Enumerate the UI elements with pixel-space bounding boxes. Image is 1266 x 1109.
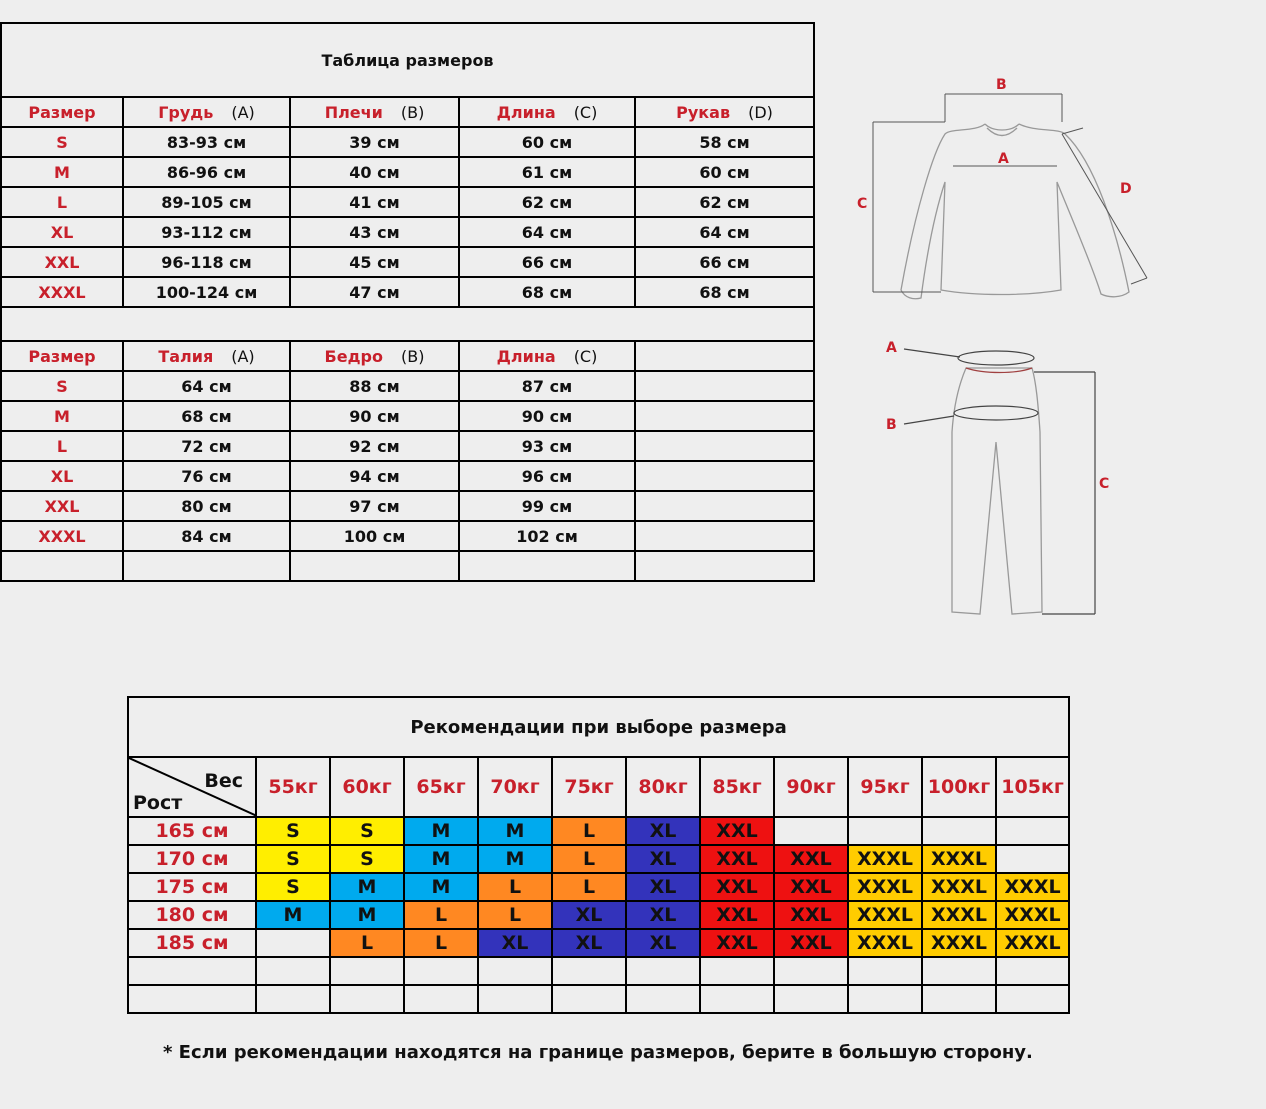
bottoms-body <box>1 371 814 581</box>
measurement-cell: 40 см <box>290 157 459 187</box>
size-recommendation-cell: L <box>404 929 478 957</box>
size-recommendation-cell: XXL <box>700 845 774 873</box>
size-recommendation-cell: M <box>330 873 404 901</box>
size-recommendation-cell: S <box>256 845 330 873</box>
size-recommendation-cell <box>922 957 996 985</box>
size-label-cell: M <box>1 157 123 187</box>
size-recommendation-cell <box>330 985 404 1013</box>
measurement-cell: 41 см <box>290 187 459 217</box>
measurement-cell <box>635 521 814 551</box>
height-cell <box>128 957 256 985</box>
table-row <box>1 491 814 521</box>
size-recommendation-cell: XXXL <box>922 873 996 901</box>
measurement-cell: 93 см <box>459 431 635 461</box>
measurement-cell: 68 см <box>459 277 635 307</box>
size-recommendation-cell: XXXL <box>848 929 922 957</box>
pants-diagram <box>880 332 1120 622</box>
header-cell: Плечи (B) <box>290 97 459 127</box>
header-cell: Грудь (A) <box>123 97 290 127</box>
table-row <box>1 217 814 247</box>
size-table <box>0 22 815 582</box>
measurement-cell: 43 см <box>290 217 459 247</box>
size-recommendation-cell <box>700 957 774 985</box>
measurement-cell <box>123 551 290 581</box>
table-row <box>1 277 814 307</box>
size-label-cell: L <box>1 431 123 461</box>
measurement-cell: 100 см <box>290 521 459 551</box>
recommendation-row <box>128 817 1069 845</box>
size-recommendation-cell: XXL <box>700 817 774 845</box>
size-recommendation-cell: M <box>404 873 478 901</box>
weight-header-cell: 85кг <box>700 757 774 817</box>
recommendation-table <box>127 696 1070 1014</box>
shirt-label-a: A <box>998 151 1009 167</box>
size-label-cell: XXL <box>1 491 123 521</box>
size-recommendation-cell: M <box>256 901 330 929</box>
size-recommendation-cell <box>700 985 774 1013</box>
measurement-cell: 97 см <box>290 491 459 521</box>
size-label-cell: XXXL <box>1 277 123 307</box>
measurement-cell <box>635 491 814 521</box>
measurement-cell: 68 см <box>635 277 814 307</box>
measurement-cell: 39 см <box>290 127 459 157</box>
size-recommendation-cell <box>774 957 848 985</box>
size-recommendation-cell <box>996 957 1069 985</box>
size-recommendation-cell <box>996 817 1069 845</box>
weight-header-cell: 80кг <box>626 757 700 817</box>
size-recommendation-cell <box>552 985 626 1013</box>
size-recommendation-cell: XXXL <box>848 873 922 901</box>
header-cell: Талия (A) <box>123 341 290 371</box>
measurement-cell: 99 см <box>459 491 635 521</box>
size-recommendation-cell: XL <box>626 901 700 929</box>
size-recommendation-cell: XXXL <box>848 845 922 873</box>
weight-header-cell: 75кг <box>552 757 626 817</box>
size-recommendation-cell <box>552 957 626 985</box>
header-cell: Длина (C) <box>459 97 635 127</box>
size-recommendation-cell <box>774 985 848 1013</box>
shirt-outline <box>901 124 1129 299</box>
measurement-cell <box>290 551 459 581</box>
size-recommendation-cell: L <box>478 901 552 929</box>
pants-label-a: A <box>886 340 897 356</box>
table-row <box>1 551 814 581</box>
table-row <box>1 187 814 217</box>
header-cell: Бедро (B) <box>290 341 459 371</box>
measurement-cell <box>635 551 814 581</box>
measurement-cell <box>635 431 814 461</box>
size-recommendation-cell <box>848 817 922 845</box>
size-recommendation-cell: XXL <box>700 929 774 957</box>
size-recommendation-cell: M <box>478 817 552 845</box>
pants-label-b: B <box>886 417 897 433</box>
header-cell: Рукав (D) <box>635 97 814 127</box>
measurement-cell: 64 см <box>635 217 814 247</box>
size-recommendation-cell <box>774 817 848 845</box>
size-recommendation-cell: S <box>256 817 330 845</box>
weight-header-row <box>128 757 1069 817</box>
measurement-cell: 87 см <box>459 371 635 401</box>
measurement-cell: 94 см <box>290 461 459 491</box>
size-table-title: Таблица размеров <box>1 23 814 97</box>
height-cell: 175 см <box>128 873 256 901</box>
measurement-cell: 64 см <box>459 217 635 247</box>
size-label-cell: S <box>1 127 123 157</box>
measurement-cell: 60 см <box>635 157 814 187</box>
weight-header-cell: 55кг <box>256 757 330 817</box>
weight-header-cell: 95кг <box>848 757 922 817</box>
measurement-cell: 83-93 см <box>123 127 290 157</box>
measurement-cell: 61 см <box>459 157 635 187</box>
recommendation-row <box>128 957 1069 985</box>
size-recommendation-cell <box>330 957 404 985</box>
weight-header-cell: 60кг <box>330 757 404 817</box>
measurement-cell: 62 см <box>635 187 814 217</box>
size-recommendation-cell: L <box>478 873 552 901</box>
size-recommendation-cell: L <box>552 817 626 845</box>
size-recommendation-cell <box>256 957 330 985</box>
shirt-label-d: D <box>1120 181 1132 197</box>
size-recommendation-cell: XL <box>626 873 700 901</box>
measurement-cell: 84 см <box>123 521 290 551</box>
size-recommendation-cell <box>848 985 922 1013</box>
recommendation-row <box>128 901 1069 929</box>
measurement-cell: 76 см <box>123 461 290 491</box>
size-label-cell: XXL <box>1 247 123 277</box>
size-recommendation-cell: XXXL <box>848 901 922 929</box>
size-recommendation-cell <box>996 985 1069 1013</box>
measurement-cell: 90 см <box>290 401 459 431</box>
table-row <box>1 127 814 157</box>
pants-label-c: C <box>1099 476 1110 492</box>
size-recommendation-cell <box>626 985 700 1013</box>
size-recommendation-cell: L <box>552 873 626 901</box>
table-row <box>1 247 814 277</box>
measurement-cell: 47 см <box>290 277 459 307</box>
corner-cell <box>128 757 256 817</box>
size-recommendation-cell <box>478 985 552 1013</box>
recommendation-row <box>128 873 1069 901</box>
size-recommendation-cell: XXXL <box>922 929 996 957</box>
recommendation-row <box>128 985 1069 1013</box>
measurement-cell: 64 см <box>123 371 290 401</box>
weight-axis-label: Вес <box>204 770 243 792</box>
table-row <box>1 157 814 187</box>
footnote: * Если рекомендации находятся на границе размеров, берите в большую сторону. <box>163 1042 1033 1063</box>
size-recommendation-cell: XXXL <box>996 901 1069 929</box>
header-cell: Длина (C) <box>459 341 635 371</box>
size-recommendation-cell: S <box>330 845 404 873</box>
size-recommendation-cell <box>996 845 1069 873</box>
size-recommendation-cell: XL <box>552 929 626 957</box>
size-recommendation-cell <box>922 817 996 845</box>
size-recommendation-cell: L <box>552 845 626 873</box>
table-row <box>1 371 814 401</box>
size-recommendation-cell <box>256 985 330 1013</box>
size-recommendation-cell <box>478 957 552 985</box>
tops-header-row <box>1 97 814 127</box>
weight-header-cell: 65кг <box>404 757 478 817</box>
size-recommendation-cell <box>922 985 996 1013</box>
size-recommendation-cell <box>404 957 478 985</box>
header-cell: Размер <box>1 97 123 127</box>
size-recommendation-cell <box>848 957 922 985</box>
shirt-label-c: C <box>857 196 868 212</box>
recommendation-body <box>128 817 1069 1013</box>
size-label-cell: XL <box>1 461 123 491</box>
size-recommendation-cell: XXXL <box>996 929 1069 957</box>
bottoms-header-row <box>1 341 814 371</box>
height-cell <box>128 985 256 1013</box>
size-label-cell: XL <box>1 217 123 247</box>
recommendation-row <box>128 845 1069 873</box>
measurement-cell: 96-118 см <box>123 247 290 277</box>
measurement-cell: 58 см <box>635 127 814 157</box>
size-recommendation-cell: XXXL <box>996 873 1069 901</box>
size-recommendation-cell: M <box>478 845 552 873</box>
measurement-cell <box>635 371 814 401</box>
size-recommendation-cell <box>626 957 700 985</box>
table-gap-row <box>1 307 814 341</box>
weight-header-cell: 70кг <box>478 757 552 817</box>
size-label-cell <box>1 551 123 581</box>
measurement-cell: 68 см <box>123 401 290 431</box>
measurement-cell: 80 см <box>123 491 290 521</box>
size-recommendation-cell: XL <box>626 929 700 957</box>
measurement-cell: 72 см <box>123 431 290 461</box>
height-cell: 185 см <box>128 929 256 957</box>
size-recommendation-cell: XXL <box>700 873 774 901</box>
size-label-cell: XXXL <box>1 521 123 551</box>
size-recommendation-cell: M <box>404 817 478 845</box>
weight-header-cell: 100кг <box>922 757 996 817</box>
weight-header-cell: 105кг <box>996 757 1069 817</box>
recommendation-title: Рекомендации при выборе размера <box>128 697 1069 757</box>
size-recommendation-cell: S <box>256 873 330 901</box>
size-recommendation-cell <box>404 985 478 1013</box>
measurement-cell <box>635 461 814 491</box>
shirt-diagram <box>855 72 1165 312</box>
measurement-cell: 60 см <box>459 127 635 157</box>
size-recommendation-cell: XL <box>626 817 700 845</box>
measurement-cell: 86-96 см <box>123 157 290 187</box>
measurement-cell: 100-124 см <box>123 277 290 307</box>
size-recommendation-cell: M <box>404 845 478 873</box>
size-recommendation-cell: XXL <box>774 929 848 957</box>
size-recommendation-cell: XL <box>478 929 552 957</box>
shirt-label-b: B <box>996 77 1007 93</box>
size-label-cell: S <box>1 371 123 401</box>
header-cell: Размер <box>1 341 123 371</box>
size-recommendation-cell: XL <box>626 845 700 873</box>
measurement-cell: 93-112 см <box>123 217 290 247</box>
header-cell <box>635 341 814 371</box>
measurement-cell: 66 см <box>459 247 635 277</box>
measurement-cell: 89-105 см <box>123 187 290 217</box>
measurement-cell: 45 см <box>290 247 459 277</box>
size-recommendation-cell: M <box>330 901 404 929</box>
size-recommendation-cell <box>256 929 330 957</box>
size-recommendation-cell: XXL <box>774 873 848 901</box>
recommendation-row <box>128 929 1069 957</box>
size-recommendation-cell: S <box>330 817 404 845</box>
size-recommendation-cell: L <box>330 929 404 957</box>
tops-body <box>1 127 814 307</box>
height-cell: 170 см <box>128 845 256 873</box>
table-row <box>1 431 814 461</box>
measurement-cell: 96 см <box>459 461 635 491</box>
size-recommendation-cell: XXXL <box>922 845 996 873</box>
shirt-measure-lines <box>873 94 1147 292</box>
size-recommendation-cell: XL <box>552 901 626 929</box>
size-recommendation-cell: XXL <box>774 901 848 929</box>
weight-header-cell: 90кг <box>774 757 848 817</box>
measurement-cell <box>459 551 635 581</box>
measurement-cell: 66 см <box>635 247 814 277</box>
measurement-cell <box>635 401 814 431</box>
size-recommendation-cell: XXXL <box>922 901 996 929</box>
table-row <box>1 521 814 551</box>
size-label-cell: M <box>1 401 123 431</box>
measurement-cell: 92 см <box>290 431 459 461</box>
table-row <box>1 461 814 491</box>
size-recommendation-cell: XXL <box>700 901 774 929</box>
size-recommendation-cell: XXL <box>774 845 848 873</box>
measurement-cell: 62 см <box>459 187 635 217</box>
measurement-cell: 90 см <box>459 401 635 431</box>
height-cell: 165 см <box>128 817 256 845</box>
measurement-cell: 102 см <box>459 521 635 551</box>
height-cell: 180 см <box>128 901 256 929</box>
height-axis-label: Рост <box>133 792 183 814</box>
measurement-cell: 88 см <box>290 371 459 401</box>
size-recommendation-cell: L <box>404 901 478 929</box>
pants-outline <box>952 368 1042 614</box>
size-label-cell: L <box>1 187 123 217</box>
table-row <box>1 401 814 431</box>
